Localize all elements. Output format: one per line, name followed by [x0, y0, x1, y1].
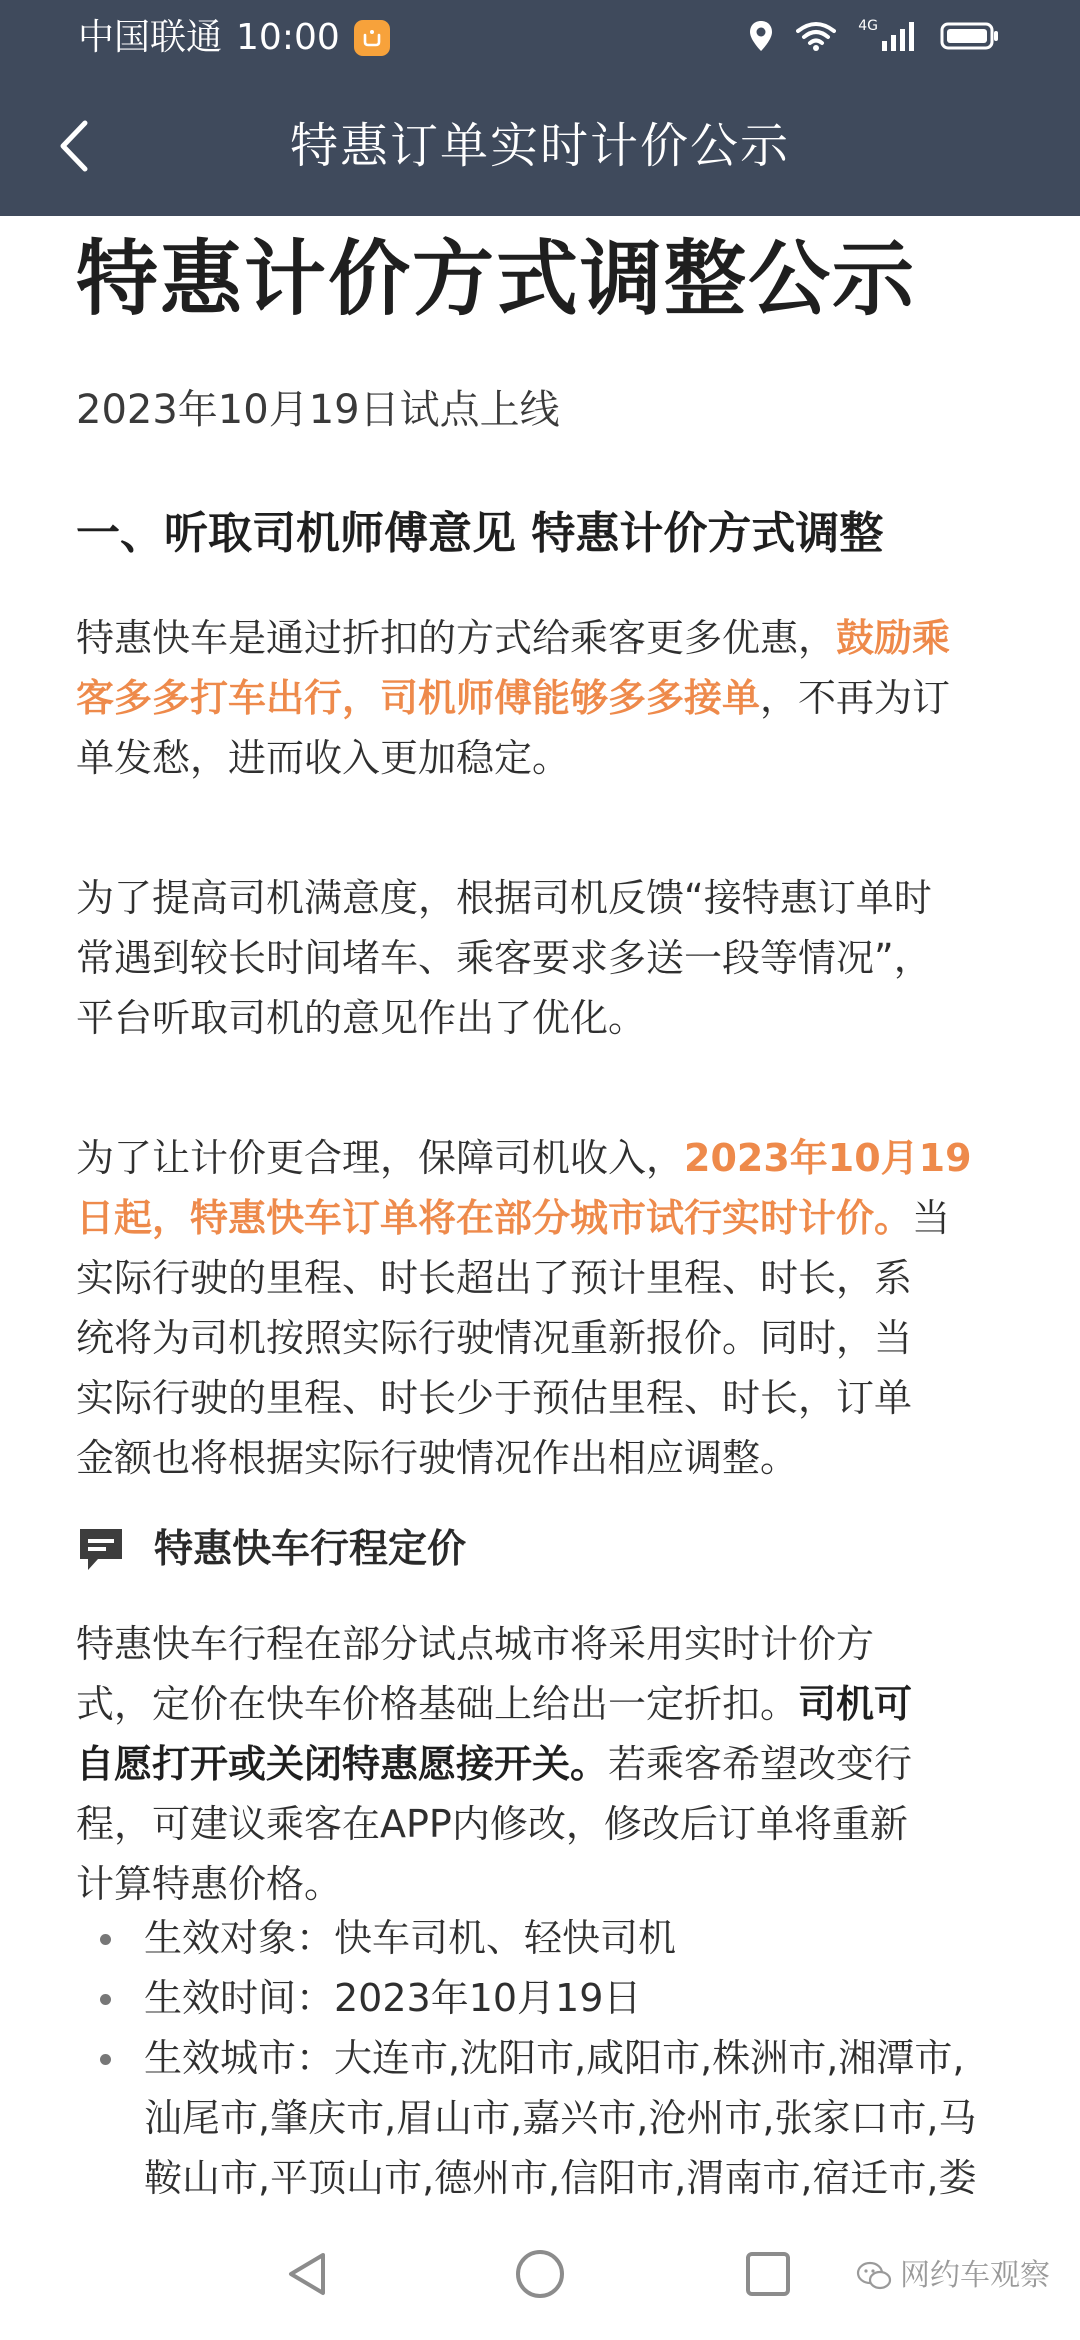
highlight-text: 客多多打车出行，司机师傅能够多多接单 — [76, 676, 761, 720]
launch-date: 2023年10月19日试点上线 — [76, 387, 560, 433]
text-line: 日起，特惠快车订单将在部分城市试行实时计价。当 — [76, 1196, 951, 1240]
article-headline: 特惠计价方式调整公示 — [76, 232, 917, 327]
page-title: 特惠订单实时计价公示 — [289, 118, 790, 174]
text-line: 实际行驶的里程、时长超出了预计里程、时长，系 — [76, 1256, 913, 1300]
nav-back-icon — [283, 2249, 333, 2299]
status-right — [748, 12, 1000, 64]
text-line: 为了提高司机满意度，根据司机反馈“接特惠订单时 — [76, 876, 932, 920]
text-line: 单发愁，进而收入更加稳定。 — [76, 736, 571, 780]
title-bar — [0, 74, 1080, 216]
nav-back-button[interactable] — [268, 2234, 348, 2314]
app-notification-icon — [354, 20, 390, 56]
bullet-dot — [100, 1994, 111, 2005]
article-content[interactable] — [0, 216, 1080, 2206]
watermark — [856, 2256, 1050, 2296]
bold-text: 自愿打开或关闭特惠愿接开关。 — [76, 1742, 609, 1786]
text-line: 实际行驶的里程、时长少于预估里程、时长，订单 — [76, 1376, 913, 1420]
paragraph-feedback — [76, 868, 1006, 1048]
sub-heading — [76, 1518, 466, 1582]
nav-recents-button[interactable] — [728, 2234, 808, 2314]
wechat-icon — [856, 2261, 892, 2291]
comment-icon — [76, 1525, 126, 1575]
paragraph-realtime-pricing — [76, 1128, 1006, 1488]
text-line: 为了让计价更合理，保障司机收入，2023年10月19 — [76, 1136, 972, 1180]
status-bar — [0, 0, 1080, 74]
highlight-text: 鼓励乘 — [836, 616, 951, 660]
network-type: 4G — [858, 18, 878, 34]
header — [0, 0, 1080, 216]
section-heading: 一、听取司机师傅意见 特惠计价方式调整 — [76, 508, 884, 559]
text-line: 客多多打车出行，司机师傅能够多多接单，不再为订 — [76, 676, 951, 720]
text-line: 特惠快车行程在部分试点城市将采用实时计价方 — [76, 1622, 875, 1666]
bold-text: 司机可 — [798, 1682, 913, 1726]
text-line: 式，定价在快车价格基础上给出一定折扣。司机可 — [76, 1682, 913, 1726]
status-time: 10:00 — [236, 17, 340, 58]
paragraph-intro — [76, 608, 1006, 788]
bullet-dot — [100, 1934, 111, 1945]
wifi-icon — [796, 21, 836, 55]
nav-home-icon — [514, 2248, 566, 2300]
details-list — [76, 1908, 1036, 2206]
status-left — [78, 12, 390, 64]
carrier-name: 中国联通 — [78, 17, 223, 58]
nav-recents-icon — [744, 2250, 792, 2298]
text-line: 金额也将根据实际行驶情况作出相应调整。 — [76, 1436, 799, 1480]
battery-icon — [940, 21, 1000, 55]
highlight-text: 日起，特惠快车订单将在部分城市试行实时计价。 — [76, 1196, 913, 1240]
text-line: 程，可建议乘客在APP内修改，修改后订单将重新 — [76, 1802, 908, 1846]
nav-home-button[interactable] — [500, 2234, 580, 2314]
watermark-text: 网约车观察 — [900, 2258, 1050, 2293]
system-nav-bar — [0, 2206, 1080, 2340]
list-item: 生效对象：快车司机、轻快司机 — [76, 1908, 1036, 1968]
list-item: 生效时间：2023年10月19日 — [76, 1968, 1036, 2028]
list-item: 生效城市：大连市,沈阳市,咸阳市,株洲市,湘潭市, 汕尾市,肇庆市,眉山市,嘉兴市,沧州市,张家口市,马 鞍山市,平顶山市,德州市,信阳市,渭南市,宿迁市,娄 — [76, 2028, 1036, 2206]
paragraph-pricing-rules — [76, 1614, 1006, 1914]
text-line: 特惠快车是通过折扣的方式给乘客更多优惠，鼓励乘 — [76, 616, 951, 660]
sub-heading-text: 特惠快车行程定价 — [154, 1527, 467, 1572]
text-line: 常遇到较长时间堵车、乘客要求多送一段等情况”， — [76, 936, 932, 980]
bullet-dot — [100, 2054, 111, 2065]
text-line: 统将为司机按照实际行驶情况重新报价。同时，当 — [76, 1316, 913, 1360]
text-line: 计算特惠价格。 — [76, 1862, 343, 1906]
signal-icon — [882, 21, 918, 55]
highlight-text: 2023年10月19 — [684, 1136, 972, 1180]
location-icon — [748, 19, 774, 57]
text-line: 自愿打开或关闭特惠愿接开关。若乘客希望改变行 — [76, 1742, 913, 1786]
text-line: 平台听取司机的意见作出了优化。 — [76, 996, 647, 1040]
